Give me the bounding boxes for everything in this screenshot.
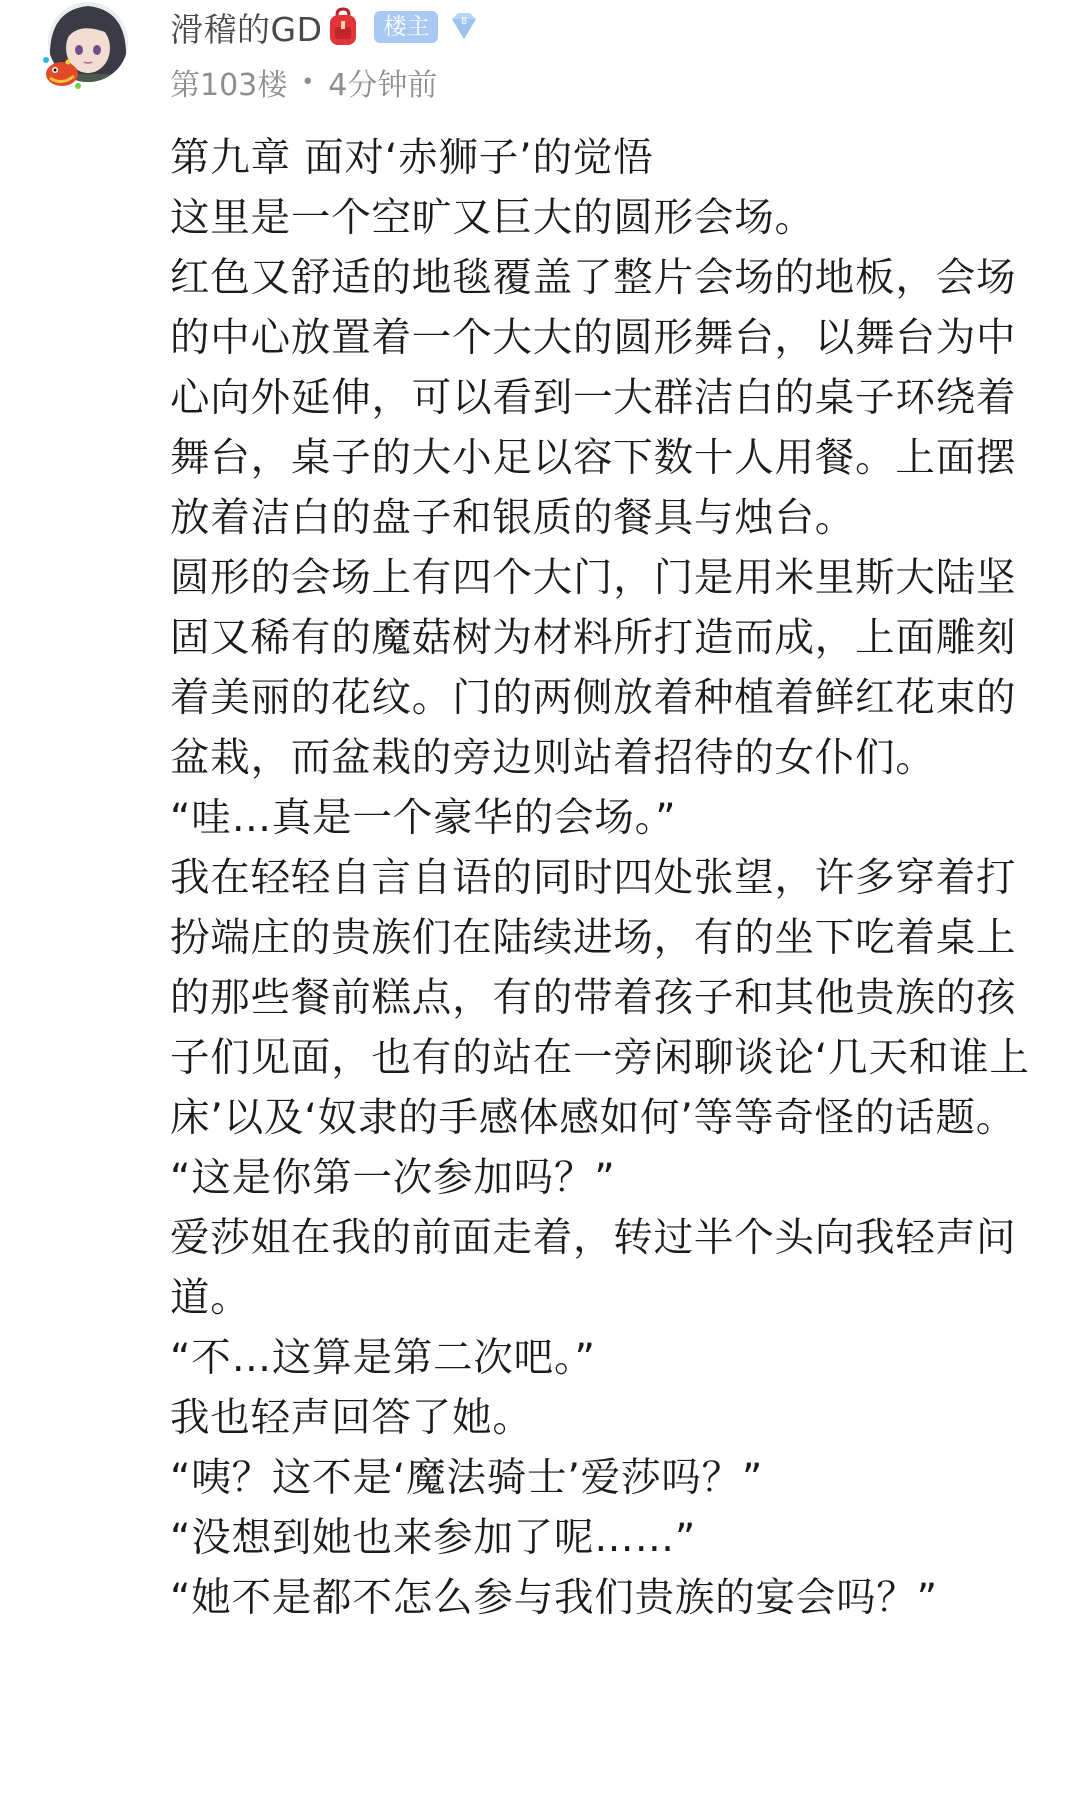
content-paragraph: 第九章 面对‘赤狮子’的觉悟 (170, 135, 654, 181)
user-row (170, 4, 1071, 50)
anime-girl-avatar-icon (38, 0, 138, 100)
diamond-level-icon (444, 7, 484, 47)
red-backpack-icon (326, 7, 360, 47)
op-badge: 楼主 (374, 11, 438, 43)
content-paragraph: 我在轻轻自言自语的同时四处张望，许多穿着打扮端庄的贵族们在陆续进场，有的坐下吃着桌上的那些餐前糕点，有的带着孩子和其他贵族的孩子们见面，也有的站在一旁闲聊谈论‘几天和谁上床’以及‘奴隶的手感体感如何’等等奇怪的话题。 (170, 855, 1030, 1141)
floor-number: 第103楼 (170, 68, 288, 103)
content-paragraph: 我也轻声回答了她。 (170, 1395, 533, 1441)
content-paragraph: “没想到她也来参加了呢……” (170, 1515, 697, 1561)
user-avatar[interactable] (38, 0, 138, 100)
content-paragraph: “她不是都不怎么参与我们贵族的宴会吗？” (170, 1575, 938, 1621)
post-content (170, 128, 1038, 1628)
meta-separator: • (301, 69, 315, 95)
content-paragraph: 爱莎姐在我的前面走着，转过半个头向我轻声问道。 (170, 1215, 1017, 1321)
content-paragraph: 红色又舒适的地毯覆盖了整片会场的地板，会场的中心放置着一个大大的圆形舞台，以舞台为中心向外延伸，可以看到一大群洁白的桌子环绕着舞台，桌子的大小足以容下数十人用餐。上面摆放着洁白的盘子和银质的餐具与烛台。 (170, 255, 1017, 541)
username[interactable]: 滑稽的GD (170, 9, 323, 49)
content-paragraph: “这是你第一次参加吗？” (170, 1155, 616, 1201)
post-header (170, 4, 1071, 104)
content-paragraph: “咦？这不是‘魔法骑士’爱莎吗？” (170, 1455, 764, 1501)
level-number: 8 (461, 16, 468, 27)
content-paragraph: “哇…真是一个豪华的会场。” (170, 795, 677, 841)
post-meta (170, 60, 1071, 104)
content-paragraph: “不…这算是第二次吧。” (170, 1335, 596, 1381)
content-paragraph: 圆形的会场上有四个大门，门是用米里斯大陆坚固又稀有的魔菇树为材料所打造而成，上面雕刻着美丽的花纹。门的两侧放着种植着鲜红花束的盆栽，而盆栽的旁边则站着招待的女仆们。 (170, 555, 1017, 781)
content-paragraph: 这里是一个空旷又巨大的圆形会场。 (170, 195, 815, 241)
post-time: 4分钟前 (328, 68, 438, 103)
